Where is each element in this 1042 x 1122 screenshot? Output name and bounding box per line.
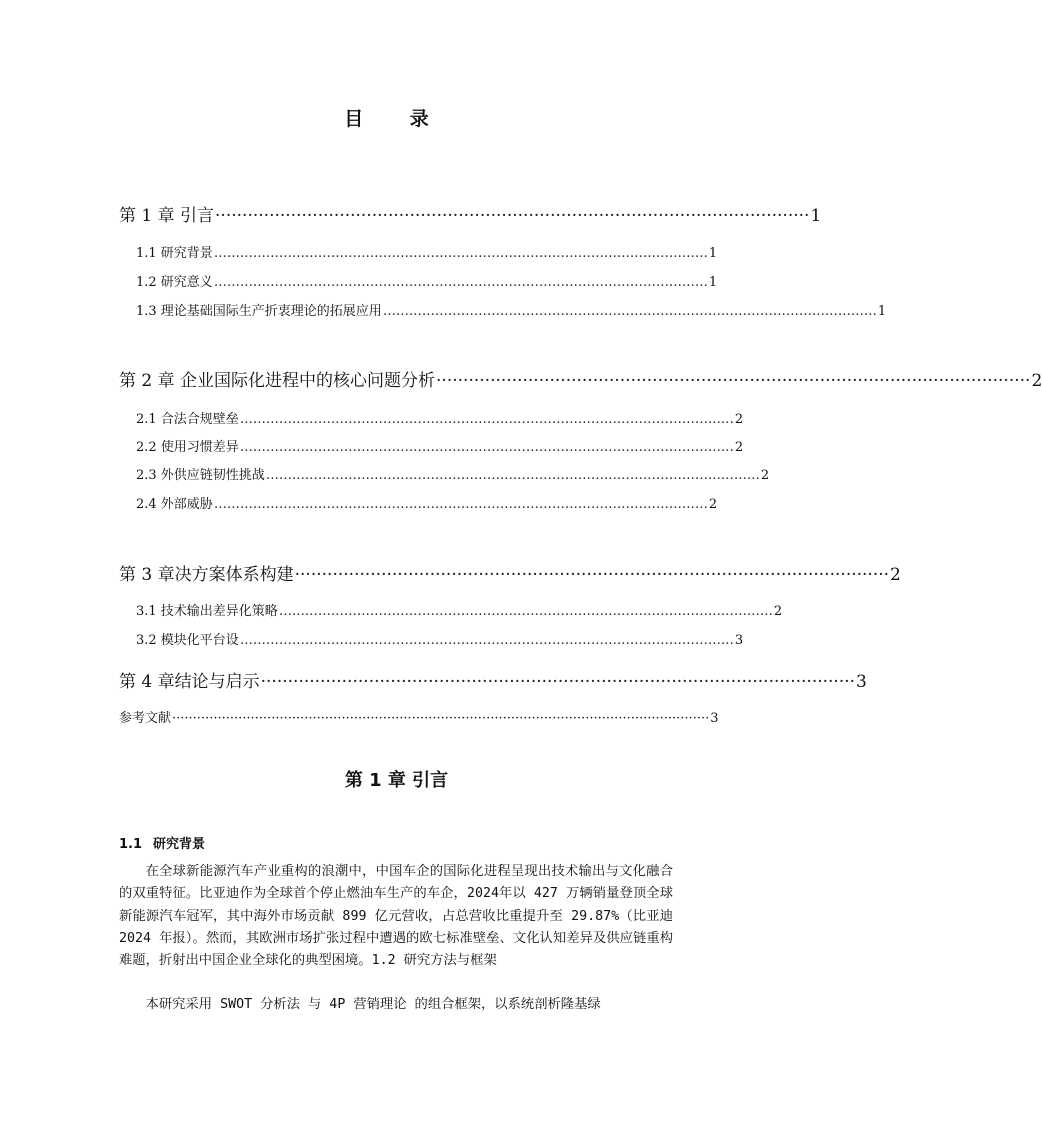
toc-leader-dots: …………………………………………………………………………………………………… <box>239 633 734 648</box>
toc-entry-2-3[interactable] <box>136 464 770 483</box>
toc-entry-2-2[interactable] <box>136 436 744 455</box>
toc-entry-3-1[interactable] <box>136 600 783 619</box>
toc-entry-label: 2.3 外供应链韧性挑战 <box>136 468 265 483</box>
toc-entry-page: 1 <box>877 304 887 319</box>
toc-entry-references[interactable] <box>119 707 719 726</box>
toc-entry-3-2[interactable] <box>136 629 744 648</box>
toc-entry-label: 第 1 章 引言 <box>119 206 215 226</box>
toc-entry-page: 1 <box>810 206 822 226</box>
toc-leader-dots: …………………………………………………………………………………………………… <box>278 604 773 619</box>
toc-leader-dots: ·································································································································· <box>172 711 710 726</box>
toc-entry-page: 1 <box>708 246 718 261</box>
section-heading <box>119 833 205 852</box>
toc-entry-page: 2 <box>760 468 770 483</box>
toc-entry-label: 2.4 外部威胁 <box>136 497 213 512</box>
toc-leader-dots: …………………………………………………………………………………………………… <box>213 497 708 512</box>
chapter-title: 第 1 章 引言 <box>344 770 449 791</box>
toc-entry-chapter-3[interactable] <box>119 560 901 585</box>
toc-leader-dots: ·············································································································· <box>436 371 1031 391</box>
body-paragraph: 本研究采用 SWOT 分析法 与 4P 营销理论 的组合框架，以系统剖析隆基绿 <box>145 997 601 1012</box>
toc-leader-dots: …………………………………………………………………………………………………… <box>239 412 734 427</box>
toc-entry-2-4[interactable] <box>136 493 718 512</box>
toc-leader-dots: ·············································································································· <box>260 672 856 692</box>
toc-entry-page: 2 <box>734 440 744 455</box>
toc-title: 目 录 <box>344 108 449 130</box>
toc-leader-dots: ·············································································································· <box>215 206 810 226</box>
toc-entry-page: 2 <box>708 497 718 512</box>
toc-leader-dots: ·············································································································· <box>294 565 890 585</box>
section-title: 研究背景 <box>153 837 206 852</box>
toc-leader-dots: …………………………………………………………………………………………………… <box>213 246 708 261</box>
toc-entry-label: 2.2 使用习惯差异 <box>136 440 239 455</box>
toc-entry-chapter-4[interactable] <box>119 667 867 692</box>
toc-leader-dots: …………………………………………………………………………………………………… <box>382 304 877 319</box>
toc-entry-label: 参考文献 <box>119 711 172 726</box>
toc-entry-page: 3 <box>710 711 719 726</box>
toc-entry-page: 3 <box>856 672 867 692</box>
toc-entry-label: 第 2 章 企业国际化进程中的核心问题分析 <box>119 371 436 391</box>
toc-entry-label: 3.2 模块化平台设 <box>136 633 239 648</box>
toc-entry-1-1[interactable] <box>136 242 718 261</box>
toc-entry-2-1[interactable] <box>136 408 744 427</box>
toc-leader-dots: …………………………………………………………………………………………………… <box>265 468 760 483</box>
toc-entry-label: 3.1 技术输出差异化策略 <box>136 604 278 619</box>
toc-entry-1-3[interactable] <box>136 300 887 319</box>
toc-entry-label: 2.1 合法合规壁垒 <box>136 412 239 427</box>
section-number: 1.1 <box>119 837 143 852</box>
toc-entry-label: 第 3 章决方案体系构建 <box>119 565 294 585</box>
toc-entry-page: 2 <box>1031 371 1042 391</box>
toc-leader-dots: …………………………………………………………………………………………………… <box>213 275 708 290</box>
toc-entry-label: 1.3 理论基础国际生产折衷理论的拓展应用 <box>136 304 382 319</box>
toc-entry-chapter-2[interactable] <box>119 366 1042 391</box>
toc-entry-page: 2 <box>773 604 783 619</box>
toc-entry-page: 1 <box>708 275 718 290</box>
toc-entry-label: 第 4 章结论与启示 <box>119 672 260 692</box>
toc-entry-page: 3 <box>734 633 744 648</box>
toc-entry-label: 1.1 研究背景 <box>136 246 213 261</box>
body-paragraph: 在全球新能源汽车产业重构的浪潮中，中国车企的国际化进程呈现出技术输出与文化融合的双重特征。比亚迪作为全球首个停止燃油车生产的车企，2024年以 427 万辆销量登顶全球新能源汽车冠军，其中海外市场贡献 899 亿元营收，占总营收比重提升至 29.87%（比亚迪 2024 年报）。然而，其欧洲市场扩张过程中遭遇的欧七标准壁垒、文化认知差异及供应链重构难题，折射出中国企业全球化的典型困境。1.2 研究方法与框架 <box>119 864 673 969</box>
toc-entry-1-2[interactable] <box>136 271 718 290</box>
toc-entry-chapter-1[interactable] <box>119 201 822 226</box>
toc-entry-label: 1.2 研究意义 <box>136 275 213 290</box>
toc-leader-dots: …………………………………………………………………………………………………… <box>239 440 734 455</box>
toc-entry-page: 2 <box>890 565 901 585</box>
toc-entry-page: 2 <box>734 412 744 427</box>
